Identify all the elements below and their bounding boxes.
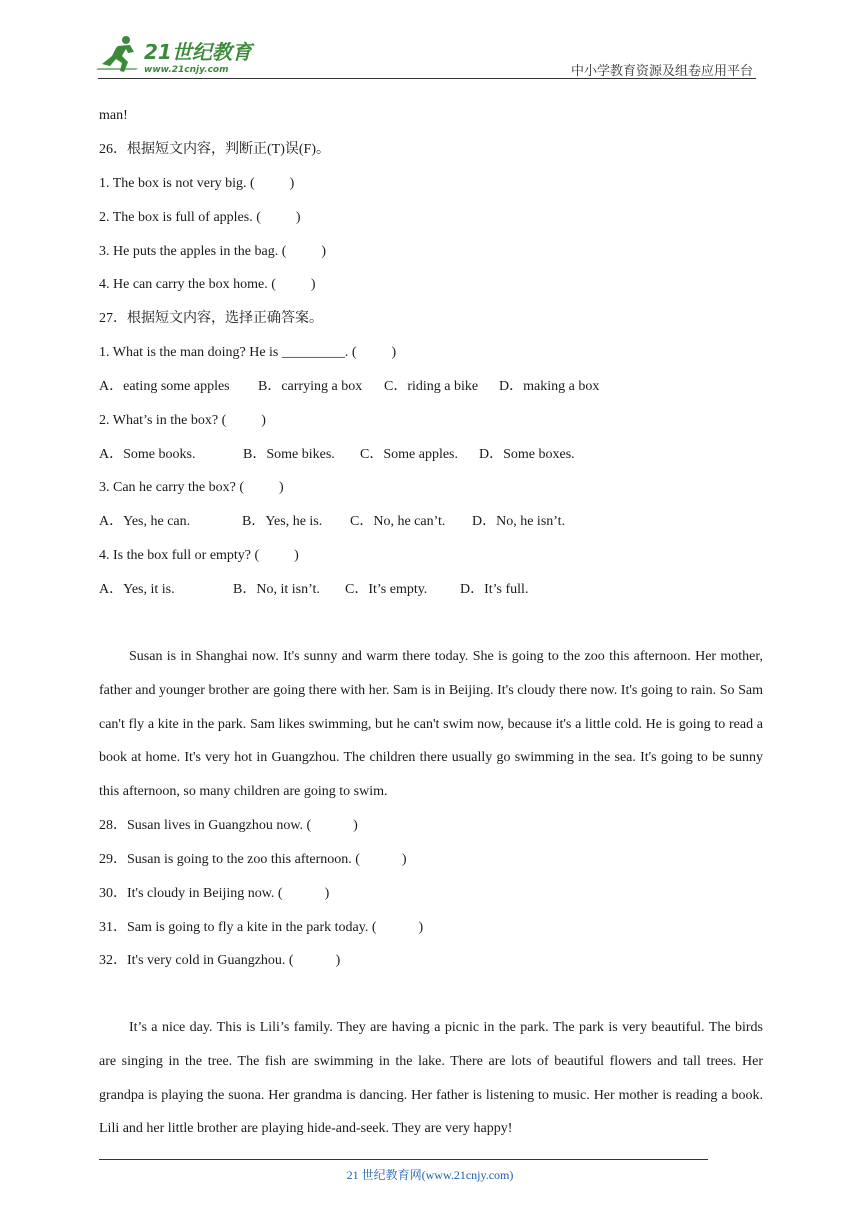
question-27-item: 4. Is the box full or empty? ( ) [99, 548, 299, 563]
answer-option: D．Some boxes. [479, 447, 575, 462]
answer-option: A．eating some apples [99, 379, 230, 394]
logo-url: www.21cnjy.com [144, 65, 229, 75]
reading-passage-2: Susan is in Shanghai now. It's sunny and warm there today. She is going to the zoo this afternoon. Her mother, father and younger brother are going there with her. Sam is in Beijing. It's cloudy there now. It's going to rain. So Sam can't fly a kite in the park. Sam likes swimming, but he can't swim now, because it's a little cold. He is going to read a book at home. It's very hot in Guangzhou. The children there usually go swimming in the sea. It's going to be sunny this afternoon, so many children are going to swim. [99, 649, 763, 800]
answer-option: B．Some bikes. [243, 447, 335, 462]
answer-option: B．Yes, he is. [242, 514, 323, 529]
question-31: 31．Sam is going to fly a kite in the park today. ( ) [99, 920, 424, 935]
answer-option: D．No, he isn’t. [472, 514, 566, 529]
text-line: man! [99, 108, 128, 123]
question-26-item: 2. The box is full of apples. ( ) [99, 210, 301, 225]
site-logo [96, 34, 258, 78]
answer-option: C．It’s empty. [345, 582, 428, 597]
answer-option: A．Some books. [99, 447, 196, 462]
answer-option: C．riding a bike [384, 379, 479, 394]
question-26-item: 4. He can carry the box home. ( ) [99, 277, 316, 292]
question-26-item: 3. He puts the apples in the bag. ( ) [99, 244, 327, 259]
runner-icon [96, 36, 138, 72]
answer-option: A．Yes, he can. [99, 514, 191, 529]
logo-title: 21世纪教育 [144, 40, 252, 64]
question-26-title: 26．根据短文内容，判断正(T)误(F)。 [99, 142, 330, 157]
question-28: 28．Susan lives in Guangzhou now. ( ) [99, 818, 358, 833]
question-27-item: 3. Can he carry the box? ( ) [99, 480, 284, 495]
answer-option: C．No, he can’t. [350, 514, 446, 529]
question-27-item: 2. What’s in the box? ( ) [99, 413, 266, 428]
reading-passage-3: It’s a nice day. This is Lili’s family. They are having a picnic in the park. The park is very beautiful. The birds are singing in the tree. The fish are swimming in the lake. There are lots of beautiful flowers and tall trees. Her grandpa is playing the suona. Her grandma is dancing. Her father is listening to music. Her mother is reading a book. Lili and her little brother are playing hide-and-seek. They are very happy! [99, 1020, 763, 1137]
header-divider [98, 78, 756, 79]
answer-option: B．carrying a box [258, 379, 363, 394]
header-tagline: 中小学教育资源及组卷应用平台 [571, 63, 754, 78]
answer-option: A．Yes, it is. [99, 582, 175, 597]
footer-divider [99, 1159, 708, 1160]
answer-option: D．making a box [499, 379, 600, 394]
question-32: 32．It's very cold in Guangzhou. ( ) [99, 953, 341, 968]
question-29: 29．Susan is going to the zoo this afternoon. ( ) [99, 852, 407, 867]
question-27-title: 27．根据短文内容，选择正确答案。 [99, 311, 323, 326]
answer-option: C．Some apples. [360, 447, 458, 462]
question-26-item: 1. The box is not very big. ( ) [99, 176, 295, 191]
footer-link[interactable]: 21 世纪教育网(www.21cnjy.com) [346, 1168, 514, 1182]
question-27-item: 1. What is the man doing? He is _________. ( ) [99, 345, 397, 360]
question-30: 30．It's cloudy in Beijing now. ( ) [99, 886, 330, 901]
answer-option: D．It’s full. [460, 582, 529, 597]
answer-option: B．No, it isn’t. [233, 582, 320, 597]
